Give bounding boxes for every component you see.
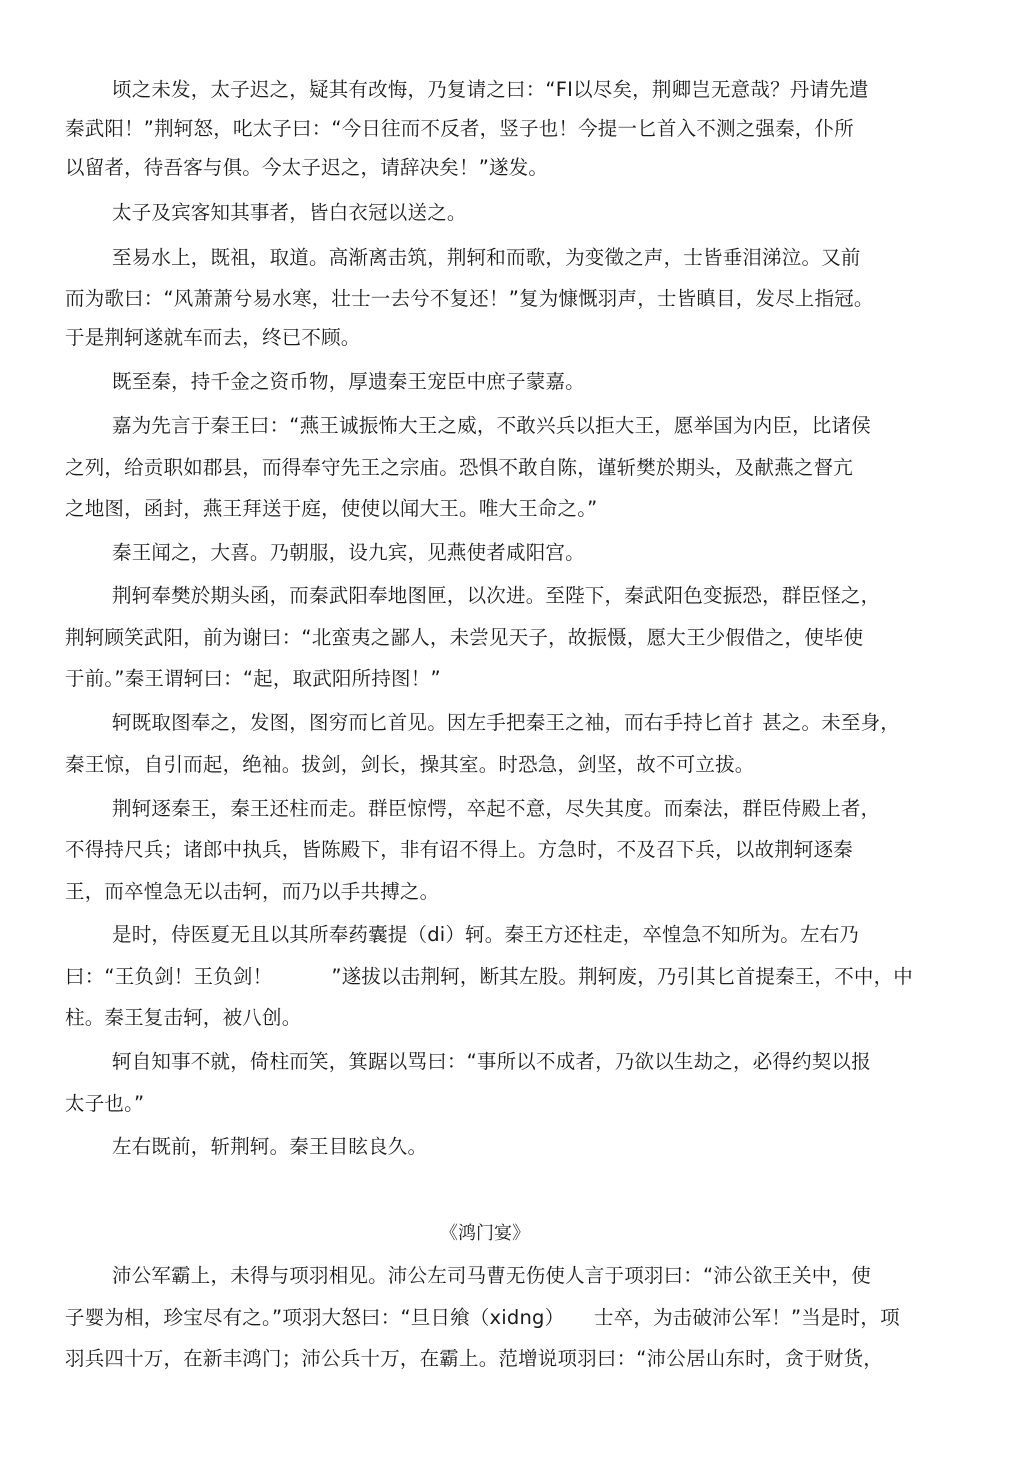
paragraph-line: 轲既取图奉之，发图，图穷而匕首见。因左手把秦王之袖，而右手持匕首扌甚之。未至身， xyxy=(112,711,901,734)
paragraph-line: 以留者，待吾客与俱。今太子迟之，请辞决矣！”遂发。 xyxy=(65,156,549,179)
paragraph-line: 荆轲逐秦王，秦王还柱而走。群臣惊愕，卒起不意，尽失其度。而秦法，群臣侍殿上者， xyxy=(112,797,881,820)
paragraph-line: 于前。”秦王谓轲曰：“起，取武阳所持图！” xyxy=(65,667,441,690)
paragraph-line: 沛公军霸上，未得与项羽相见。沛公左司马曹无伤使人言于项羽曰：“沛公欲王关中，使 xyxy=(112,1264,871,1287)
paragraph-line: 而为歌曰：“风萧萧兮易水寒，壮士一去兮不复还！”复为慷慨羽声，士皆瞋目，发尽上指冠。 xyxy=(65,287,874,310)
paragraph-line: 于是荆轲遂就车而去，终已不顾。 xyxy=(65,326,361,349)
paragraph-line: 柱。秦王复击轲，被八创。 xyxy=(65,1006,302,1029)
paragraph-line: 太子也。” xyxy=(65,1092,145,1115)
paragraph-line: 秦王惊，自引而起，绝袖。拔剑，剑长，操其室。时恐急，剑坚，故不可立拔。 xyxy=(65,753,755,776)
paragraph-line: 既至秦，持千金之资币物，厚遗秦王宠臣中庶子蒙嘉。 xyxy=(112,370,585,393)
paragraph-line: 左右既前，斩荆轲。秦王目眩良久。 xyxy=(112,1135,428,1158)
paragraph-line: 不得持尺兵；诸郎中执兵，皆陈殿下，非有诏不得上。方急时，不及召下兵，以故荆轲逐秦 xyxy=(65,838,854,861)
paragraph-line: 顷之未发，太子迟之，疑其有改悔，乃复请之曰：“FI以尽矣，荆卿岂无意哉？丹请先遣 xyxy=(112,78,869,101)
paragraph-line: 荆轲奉樊於期头函，而秦武阳奉地图匣，以次进。至陛下，秦武阳色变振恐，群臣怪之， xyxy=(112,584,881,607)
paragraph-line: 羽兵四十万，在新丰鸿门；沛公兵十万，在霸上。范增说项羽曰：“沛公居山东时，贪于财货， xyxy=(65,1347,884,1370)
paragraph-line: 曰：“王负剑！王负剑！ ”遂拔以击荆轲，断其左股。荆轲废，乃引其匕首提秦王，不中，中 xyxy=(65,965,914,988)
paragraph-line: 秦武阳！”荆轲怒，叱太子曰：“今日往而不反者，竖子也！今提一匕首入不测之强秦，仆所 xyxy=(65,117,854,140)
paragraph-line: 秦王闻之，大喜。乃朝服，设九宾，见燕使者咸阳宫。 xyxy=(112,541,585,564)
paragraph-line: 是时，侍医夏无且以其所奉药囊提（di）轲。秦王方还柱走，卒惶急不知所为。左右乃 xyxy=(112,923,860,946)
section-title: 《鸿门宴》 xyxy=(440,1223,530,1244)
paragraph-line: 至易水上，既祖，取道。高渐离击筑，荆轲和而歌，为变徵之声，士皆垂泪涕泣。又前 xyxy=(112,246,861,269)
paragraph-line: 嘉为先言于秦王曰：“燕王诚振怖大王之威，不敢兴兵以拒大王，愿举国为内臣，比诸侯 xyxy=(112,414,871,437)
paragraph-line: 之地图，函封，燕王拜送于庭，使使以闻大王。唯大王命之。” xyxy=(65,497,598,520)
paragraph-line: 之列，给贡职如郡县，而得奉守先王之宗庙。恐惧不敢自陈，谨斩樊於期头，及献燕之督亢 xyxy=(65,456,854,479)
paragraph-line: 王，而卒惶急无以击轲，而乃以手共搏之。 xyxy=(65,880,440,903)
paragraph-line: 轲自知事不就，倚柱而笑，箕踞以骂曰：“事所以不成者，乃欲以生劫之，必得约契以报 xyxy=(112,1050,871,1073)
paragraph-line: 太子及宾客知其事者，皆白衣冠以送之。 xyxy=(112,201,467,224)
paragraph-line: 荆轲顾笑武阳，前为谢曰：“北蛮夷之鄙人，未尝见天子，故振慑，愿大王少假借之，使毕使 xyxy=(65,626,864,649)
paragraph-line: 子婴为相，珍宝尽有之。”项羽大怒曰：“旦日飨（xidng） 士卒，为击破沛公军！”当是时，项 xyxy=(65,1306,900,1329)
